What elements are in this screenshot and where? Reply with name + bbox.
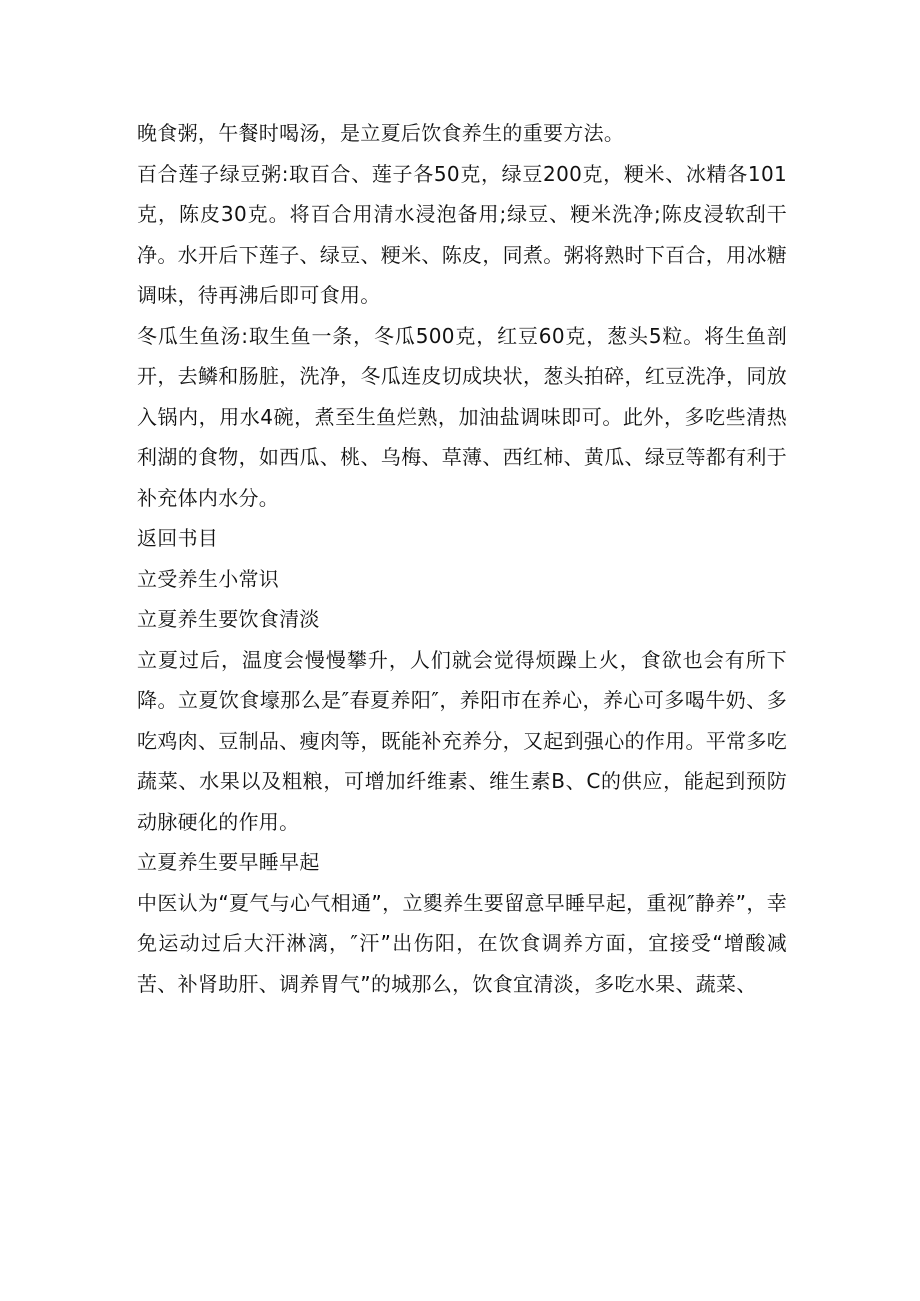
section-heading-early-sleep: 立夏养生要早睡早起 [137, 850, 320, 874]
paragraph-lily-lotus-porridge: 百合莲子绿豆粥:取百合、莲子各50克，绿豆200克，粳米、冰精各101克，陈皮30克。将百合用清水浸泡备用;绿豆、粳米洗净;陈皮浸软刮干净。水开后下莲子、绿豆、粳米、陈皮，同煮。粥将熟时下百合，用冰糖调味，待再沸后即可食用。 [137, 161, 787, 307]
paragraph-winter-melon-fish-soup: 冬瓜生鱼汤:取生鱼一条，冬瓜500克，红豆60克，葱头5粒。将生鱼剖开，去鳞和肠脏，洗净，冬瓜连皮切成块状，葱头拍碎，红豆洗净，同放入锅内，用水4碗，煮至生鱼烂熟，加油盐调味即可。此外，多吃些清热利湖的食物，如西瓜、桃、乌梅、草薄、西红柿、黄瓜、绿豆等都有利于补充体内水分。 [137, 323, 787, 510]
section-heading-light-diet: 立夏养生要饮食清淡 [137, 607, 320, 631]
document-body [137, 113, 787, 1004]
paragraph-intro: 晚食粥，午餐时喝汤，是立夏后饮食养生的重要方法。 [137, 121, 625, 145]
return-to-contents-link[interactable]: 返回书目 [137, 526, 219, 550]
paragraph-early-sleep: 中医认为“夏气与心气相通”，立夓养生要留意早睡早起，重视″静养”，幸免运动过后大汗淋漓，″汗”出伤阳，在饮食调养方面，宜接受“增酸减苦、补肾助肝、调养胃气”的城那么，饮食宜清淡，多吃水果、蔬菜、 [137, 890, 787, 996]
section-heading-tips: 立受养生小常识 [137, 566, 280, 591]
paragraph-light-diet: 立夏过后，温度会慢慢攀升，人们就会觉得烦躁上火，食欲也会有所下降。立夏饮食壕那么是″春夏养阳″，养阳市在养心，养心可多喝牛奶、多吃鸡肉、豆制品、瘦肉等，既能补充养分，又起到强心的作用。平常多吃蔬菜、水果以及粗粮，可增加纤维素、维生素B、C的供应，能起到预防动脉硬化的作用。 [137, 647, 787, 834]
